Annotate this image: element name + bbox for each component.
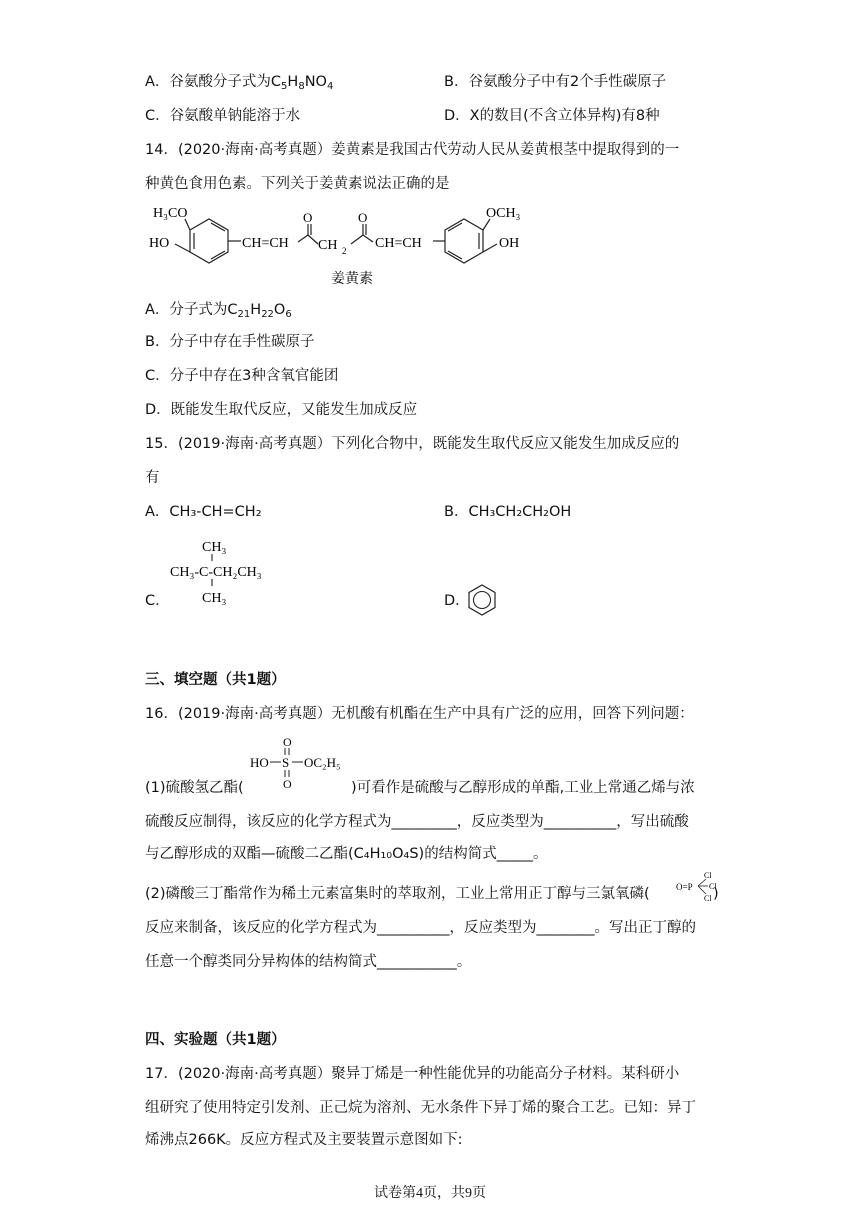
hydroxy-right-label: OH [499,236,520,251]
o-p-label: O=P [676,882,693,892]
q14-option-b: B．分子中存在手性碳原子 [145,334,315,350]
ch2-subscript: 2 [342,246,347,256]
q16-part2-close-paren: ) [713,886,719,902]
subscript: 6 [285,309,292,320]
q13-option-b: B．谷氨酸分子中有2个手性碳原子 [444,74,667,90]
q14-option-a-h: H [250,302,262,318]
q17-line3: 烯沸点266K。反应方程式及主要装置示意图如下: [145,1132,463,1148]
q17-line1: 17．(2020·海南·高考真题）聚异丁烯是一种性能优异的功能高分子材料。某科研小 [145,1066,680,1082]
q14-stem-line1: 14．(2020·海南·高考真题）姜黄素是我国古代劳动人民从姜黄根茎中提取得到的一 [145,142,680,158]
q16-part1-line2: 硫酸反应制得，该反应的化学方程式为_________，反应类型为__________，写出硫酸 [145,814,689,830]
q15-option-c: C． [145,593,170,609]
q13-option-a-text: A．谷氨酸分子式为C [145,74,282,90]
q16-part1-text-b: )可看作是硫酸与乙醇形成的单酯,工业上常通乙烯与浓 [351,780,695,796]
q16-part2-line3: 任意一个醇类同分异构体的结构简式___________。 [145,954,472,970]
chlorine-label: Cl [709,882,717,891]
sulfur-label: S [282,755,290,770]
q15-option-a: A．CH₃-CH=CH₂ [145,504,262,520]
q15-option-d: D． [444,593,470,609]
q13-option-a [145,72,333,92]
oc2h5-label: OC₂H₅ [304,755,341,770]
q16-part2-line2: 反应来制备，该反应的化学方程式为__________，反应类型为________。写出正丁醇的 [145,920,696,936]
q15-option-c-structure [165,536,280,606]
q14-option-a-o: O [273,302,286,318]
section3-title: 三、填空题（共1题） [145,672,286,688]
section4-title: 四、实验题（共1题） [145,1032,286,1048]
q16-stem: 16．(2019·海南·高考真题）无机酸有机酯在生产中具有广泛的应用，回答下列问题： [145,706,694,722]
q16-part1-line3: 与乙醇形成的双酯—硫酸二乙酯(C₄H₁₀O₄S)的结构简式_____。 [145,846,548,862]
subscript: 8 [298,81,305,92]
main-chain-label: CH₃-C-CH₂CH₃ [170,565,262,580]
q14-option-d: D．既能发生取代反应，又能发生加成反应 [145,402,418,418]
oxygen-bottom-label: O [283,777,292,790]
chlorine-label: Cl [704,894,712,903]
ho-label: HO [250,755,269,770]
oxygen-top-label: O [283,735,292,749]
page-footer: 试卷第4页，共9页 [374,1186,486,1201]
q14-option-c: C．分子中存在3种含氧官能团 [145,368,339,384]
q17-line2: 组研究了使用特定引发剂、正己烷为溶剂、无水条件下异丁烯的聚合工艺。已知：异丁 [145,1100,696,1116]
q13-option-a-no: NO [304,74,327,90]
hydroxy-left-label: HO [149,236,170,251]
ethyl-hydrogen-sulfate-structure [248,734,358,790]
q15-stem-line2: 有 [145,470,160,486]
chlorine-label: Cl [704,871,712,880]
q14-option-a [145,300,292,320]
q14-option-a-text: A．分子式为C [145,302,238,318]
methyl-top-label: CH₃ [202,540,227,555]
q13-option-d: D．X的数目(不含立体异构)有8种 [444,108,660,124]
carbonyl1-o-label: O [303,210,313,225]
curcumin-structure [145,200,565,292]
subscript: 5 [281,81,288,92]
q14-stem-line2: 种黄色食用色素。下列关于姜黄素说法正确的是 [145,176,450,192]
q16-part2-line1: (2)磷酸三丁酯常作为稀土元素富集时的萃取剂，工业上常用正丁醇与三氯氧磷( [145,886,650,902]
q13-option-a-h: H [287,74,299,90]
subscript: 21 [237,309,251,320]
methyl-bottom-label: CH₃ [202,591,227,606]
q16-part1-text-a: (1)硫酸氢乙酯( [145,780,244,796]
methoxy-left-label: H₃CO [153,206,188,221]
subscript: 4 [326,81,334,92]
benzene-ring-icon [466,582,498,618]
methoxy-right-label: OCH₃ [486,206,521,221]
chain2-label: CH=CH [375,236,422,251]
q13-option-c: C．谷氨酸单钠能溶于水 [145,108,301,124]
ch2-label: CH [318,238,338,253]
q15-option-b: B．CH₃CH₂CH₂OH [444,504,572,520]
chain1-label: CH=CH [242,236,289,251]
carbonyl2-o-label: O [358,210,368,225]
curcumin-caption: 姜黄素 [331,272,373,287]
subscript: 22 [261,309,274,320]
q15-stem-line1: 15．(2019·海南·高考真题）下列化合物中，既能发生取代反应又能发生加成反应的 [145,436,680,452]
